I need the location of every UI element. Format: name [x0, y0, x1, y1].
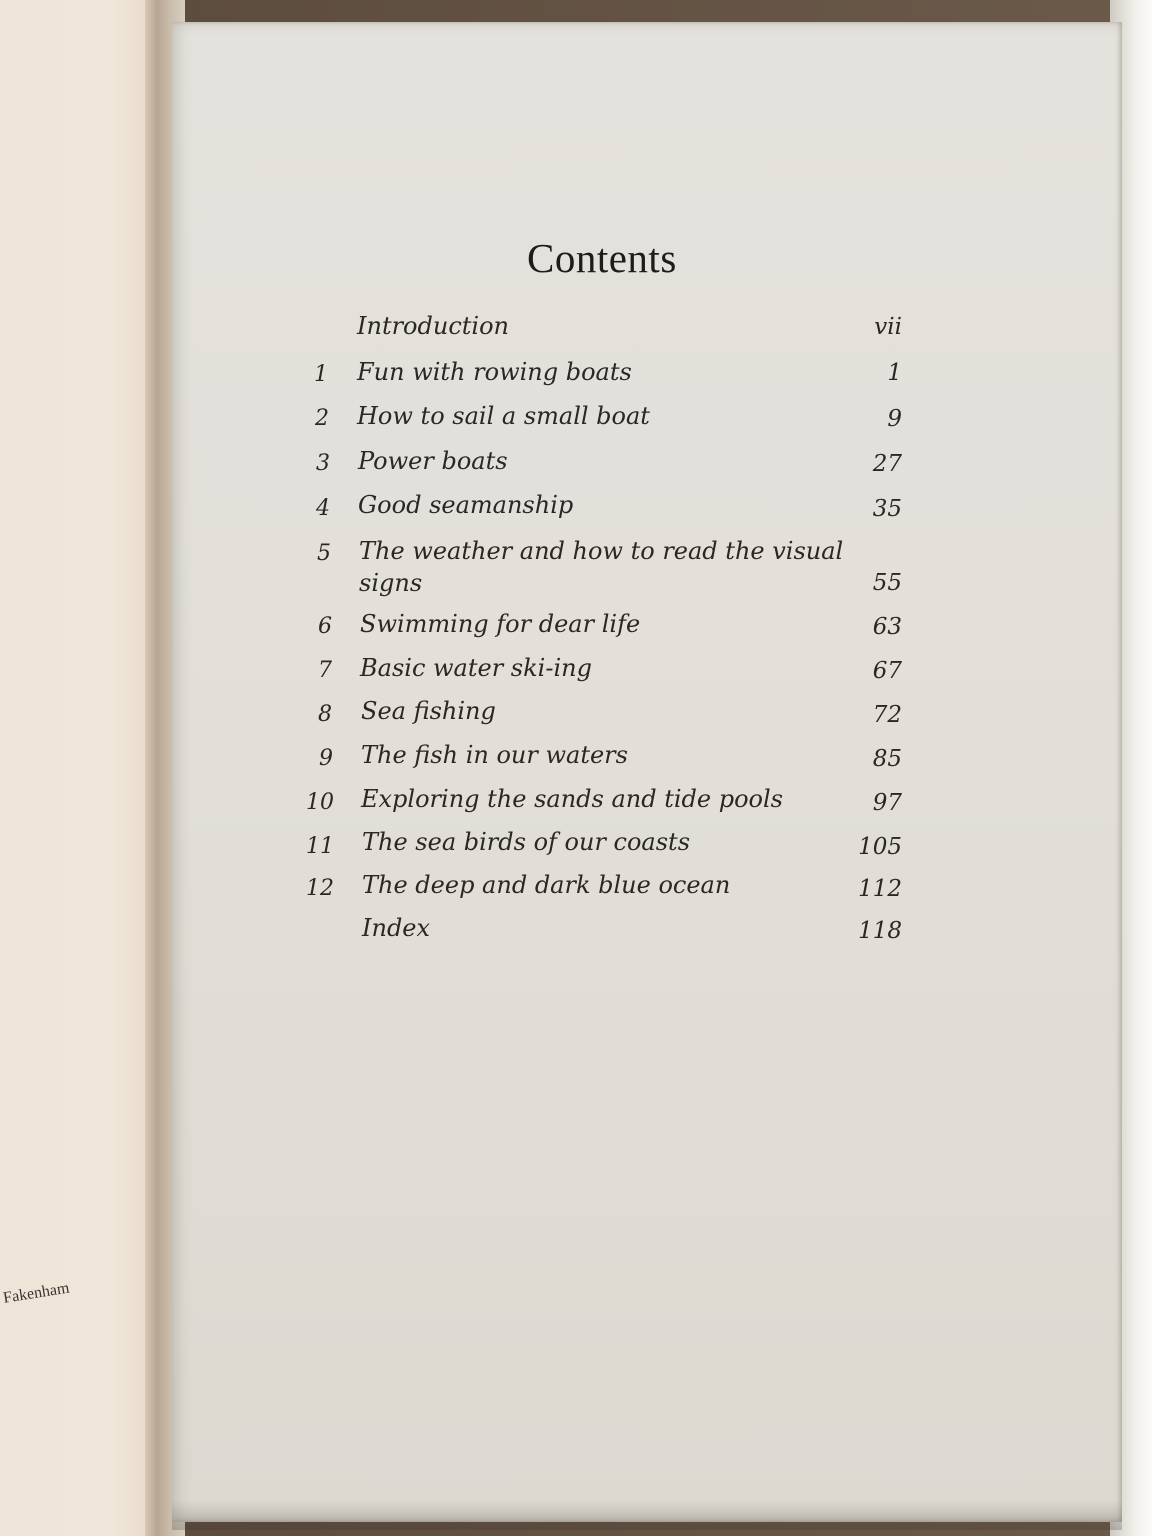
entry-title: Sea fishing [361, 697, 496, 725]
entry-number: 3 [316, 451, 330, 476]
entry-title: The fish in our waters [361, 741, 628, 769]
entry-page: 55 [872, 570, 902, 596]
entry-number: 2 [315, 406, 329, 431]
entry-number: 12 [306, 876, 334, 901]
entry-title: The weather and how to read the visual signs [359, 537, 844, 597]
entry-page: 72 [872, 702, 902, 728]
entry-page: 85 [872, 746, 902, 772]
entry-title: Swimming for dear life [360, 610, 641, 638]
publisher-credit: Fakenham [2, 1279, 71, 1307]
entry-title: Basic water ski-ing [360, 654, 592, 682]
entry-page: 1 [887, 360, 902, 386]
entry-number: 7 [318, 658, 332, 683]
entry-number: 1 [314, 362, 328, 387]
entry-number: 10 [306, 790, 334, 815]
entry-title: Fun with rowing boats [357, 358, 632, 386]
entry-page: 118 [858, 918, 902, 944]
entry-title: Good seamanship [358, 491, 574, 519]
entry-number: 4 [316, 496, 330, 521]
entry-page: vii [874, 314, 902, 340]
entry-title: Exploring the sands and tide pools [361, 785, 783, 813]
entry-title: How to sail a small boat [357, 402, 650, 430]
entry-page: 63 [872, 614, 902, 640]
entry-page: 9 [887, 406, 902, 432]
entry-number: 11 [306, 834, 334, 859]
left-page [0, 0, 160, 1536]
entry-number: 9 [319, 746, 333, 771]
entry-title: The deep and dark blue ocean [362, 871, 731, 899]
entry-page: 112 [858, 876, 902, 902]
entry-page: 105 [858, 834, 902, 860]
entry-page: 67 [872, 658, 902, 684]
entry-title: Introduction [357, 312, 509, 340]
entry-page: 35 [872, 496, 902, 522]
entry-number: 8 [318, 702, 332, 727]
entry-number: 5 [317, 541, 331, 566]
entry-title: The sea birds of our coasts [362, 828, 691, 856]
entry-title: Power boats [358, 447, 508, 475]
contents-heading: Contents [527, 235, 677, 281]
page-shadow [172, 1500, 1122, 1530]
entry-page: 27 [872, 451, 902, 477]
entry-number: 6 [318, 614, 332, 639]
entry-page: 97 [872, 790, 902, 816]
entry-title: Index [362, 914, 431, 942]
